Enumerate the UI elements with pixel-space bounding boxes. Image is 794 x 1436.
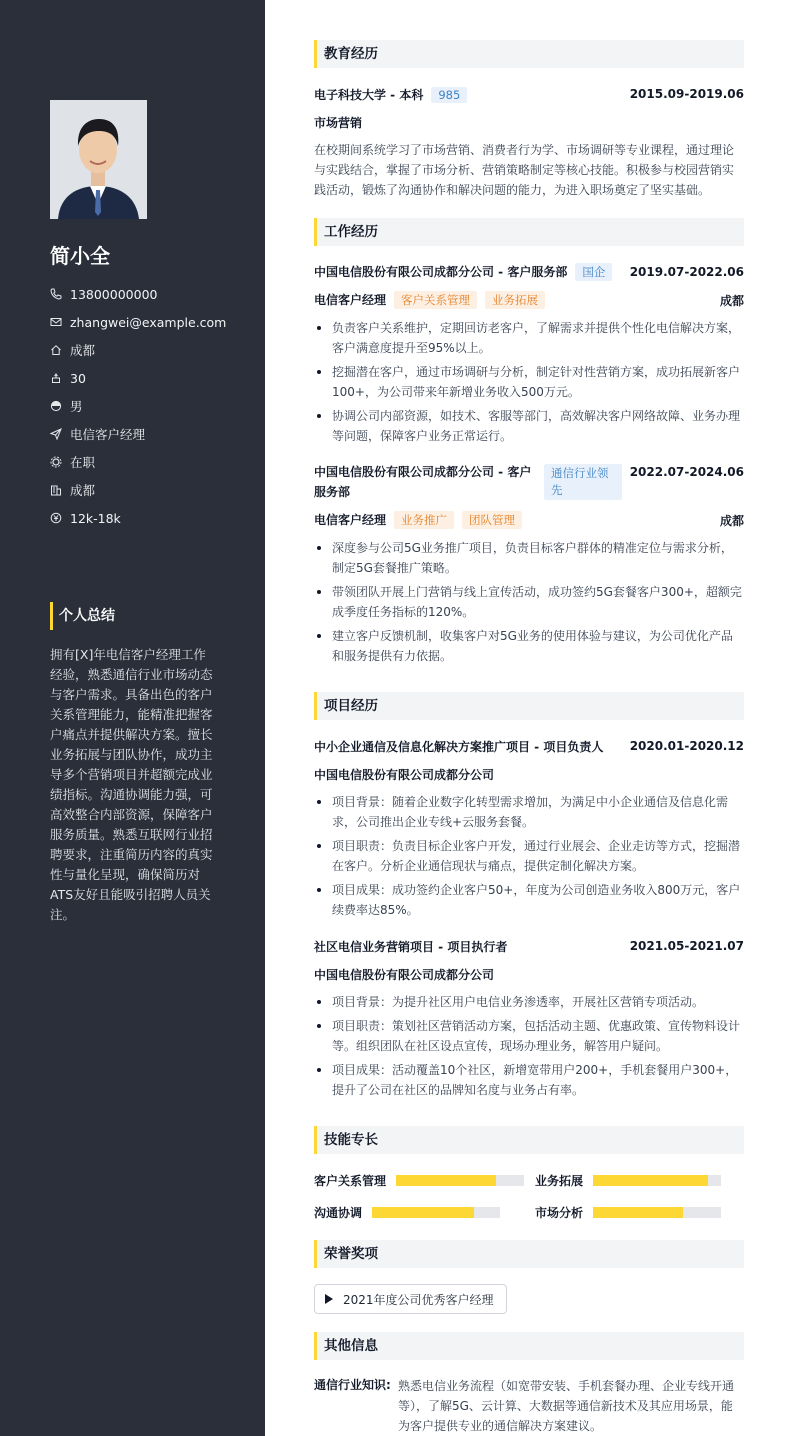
job-2-tag (544, 464, 622, 500)
list-item: 协调公司内部资源，如技术、客服等部门，高效解决客户网络故障、业务办理等问题，保障客户业务正常运行。 (314, 406, 744, 446)
project-2-org: 中国电信股份有限公司成都分公司 (314, 967, 495, 982)
skill-bar-fill (396, 1175, 496, 1186)
info-salary-text: 12k-18k (70, 510, 121, 526)
list-item: 项目职责：策划社区营销活动方案，包括活动主题、优惠政策、宣传物料设计等。组织团队在社区设点宣传，现场办理业务，解答用户疑问。 (314, 1016, 744, 1056)
job-2-company (314, 462, 546, 502)
skill-name: 沟通协调 (314, 1205, 363, 1220)
skill-item (314, 1170, 524, 1190)
job-1-city: 成都 (719, 293, 744, 308)
work-section-title: 工作经历 (314, 218, 744, 246)
info-position-text: 电信客户经理 (70, 427, 146, 442)
project-2-name: 社区电信业务营销项目 - 项目执行者 (314, 939, 508, 954)
job-1-tag: 国企 (575, 263, 612, 281)
job-1-header (314, 262, 744, 282)
project-1-bullets (314, 792, 744, 924)
job-2-role: 电信客户经理 (314, 513, 387, 527)
list-item: 负责客户关系维护，定期回访老客户，了解需求并提供个性化电信解决方案，客户满意度提升至95%以上。 (314, 318, 744, 358)
education-section-title: 教育经历 (314, 40, 744, 68)
project-1-name: 中小企业通信及信息化解决方案推广项目 - 项目负责人 (314, 739, 604, 754)
other-section-title: 其他信息 (314, 1332, 744, 1360)
job-1-date: 2019.07-2022.06 (629, 265, 744, 279)
honors-section-title: 荣誉奖项 (314, 1240, 744, 1268)
skill-item (535, 1170, 721, 1190)
skill-bar-fill (372, 1207, 474, 1218)
job-1-skill-2: 业务拓展 (485, 291, 545, 309)
status-icon (50, 456, 62, 468)
info-gender-text: 男 (70, 399, 83, 414)
project-2-org-row (314, 964, 744, 984)
job-2-bullets (314, 538, 744, 670)
info-gender (50, 392, 250, 420)
info-age (50, 364, 250, 392)
summary-title: 个人总结 (50, 602, 115, 630)
phone-icon (50, 288, 62, 300)
skill-bar-fill (593, 1207, 683, 1218)
job-1-role-row (314, 290, 744, 310)
list-item: 挖掘潜在客户，通过市场调研与分析，制定针对性营销方案，成功拓展新客户100+，为公司带来年新增业务收入500万元。 (314, 362, 744, 402)
list-item: 带领团队开展上门营销与线上宣传活动，成功签约5G套餐客户300+，超额完成季度任务指标的120%。 (314, 582, 744, 622)
mail-icon (50, 316, 62, 328)
education-description: 在校期间系统学习了市场营销、消费者行为学、市场调研等专业课程，通过理论与实践结合，掌握了市场分析、营销策略制定等核心技能。积极参与校园营销实践活动，锻炼了沟通协作和解决问题的能力，为进入职场奠定了坚实基础。 (314, 143, 735, 197)
job-2-city: 成都 (719, 513, 744, 528)
gender-icon (50, 400, 62, 412)
job-2-date: 2022.07-2024.06 (629, 465, 744, 479)
info-email-text: zhangwei@example.com (70, 314, 227, 330)
education-date: 2015.09-2019.06 (629, 87, 744, 101)
building-icon (50, 484, 62, 496)
skill-name: 市场分析 (535, 1205, 584, 1220)
major: 市场营销 (314, 115, 363, 130)
contact-info-list (50, 280, 250, 532)
job-2-tag-line2: 先 (551, 483, 563, 497)
info-status (50, 448, 250, 476)
info-city-text: 成都 (70, 483, 96, 498)
skill-bar (372, 1207, 500, 1218)
project-2-date: 2021.05-2021.07 (629, 939, 744, 953)
list-item: 项目背景：为提升社区用户电信业务渗透率，开展社区营销专项活动。 (314, 992, 744, 1012)
info-salary (50, 504, 250, 532)
age-icon (50, 372, 62, 384)
info-email (50, 308, 250, 336)
send-icon (50, 428, 62, 440)
job-1-role: 电信客户经理 (314, 293, 387, 307)
project-1-org: 中国电信股份有限公司成都分公司 (314, 767, 495, 782)
skills-section-title: 技能专长 (314, 1126, 744, 1154)
job-2-company-line1: 中国电信股份有限公司成都分公司 - 客户 (314, 465, 532, 479)
candidate-name: 简小全 (50, 244, 110, 268)
info-position (50, 420, 250, 448)
play-icon (325, 1294, 333, 1304)
project-2-bullets (314, 992, 744, 1104)
skill-name: 业务拓展 (535, 1173, 584, 1188)
project-1-header (314, 736, 744, 756)
project-2-header (314, 936, 744, 956)
skill-bar (593, 1175, 721, 1186)
school-tag: 985 (431, 87, 467, 103)
list-item: 项目成果：成功签约企业客户50+，年度为公司创造业务收入800万元，客户续费率达85%。 (314, 880, 744, 920)
job-1-skill-1: 客户关系管理 (394, 291, 477, 309)
award-item[interactable] (314, 1284, 507, 1314)
info-phone (50, 280, 250, 308)
job-2-company-line2: 服务部 (314, 485, 351, 499)
other-label: 通信行业知识: (314, 1378, 391, 1392)
list-item: 项目职责：负责目标企业客户开发，通过行业展会、企业走访等方式，挖掘潜在客户。分析企业通信现状与痛点，提供定制化解决方案。 (314, 836, 744, 876)
job-2-tag-line1: 通信行业领 (551, 466, 609, 480)
list-item: 项目成果：活动覆盖10个社区，新增宽带用户200+，手机套餐用户300+，提升了公司在社区的品牌知名度与业务占有率。 (314, 1060, 744, 1100)
skill-bar-fill (593, 1175, 708, 1186)
list-item: 项目背景：随着企业数字化转型需求增加，为满足中小企业通信及信息化需求，公司推出企业专线+云服务套餐。 (314, 792, 744, 832)
job-2-role-row (314, 510, 744, 530)
job-2-skill-2: 团队管理 (462, 511, 522, 529)
skill-item (314, 1202, 500, 1222)
skill-item (535, 1202, 721, 1222)
major-row (314, 112, 744, 132)
school-name: 电子科技大学 - 本科 (314, 87, 424, 102)
skill-bar (593, 1207, 721, 1218)
avatar (50, 100, 147, 219)
other-value: 熟悉电信业务流程（如宽带安装、手机套餐办理、企业专线开通等），了解5G、云计算、大数据等通信新技术及其应用场景，能为客户提供专业的通信解决方案建议。 (398, 1379, 735, 1433)
info-status-text: 在职 (70, 455, 96, 470)
salary-icon (50, 512, 62, 524)
info-location-text: 成都 (70, 343, 96, 358)
list-item: 深度参与公司5G业务推广项目，负责目标客户群体的精准定位与需求分析，制定5G套餐推广策略。 (314, 538, 744, 578)
skill-name: 客户关系管理 (314, 1173, 387, 1188)
home-icon (50, 344, 62, 356)
sidebar (0, 0, 265, 1436)
job-1-bullets (314, 318, 744, 450)
info-city (50, 476, 250, 504)
info-phone-text: 13800000000 (70, 286, 158, 302)
project-1-date: 2020.01-2020.12 (629, 739, 744, 753)
job-1-company: 中国电信股份有限公司成都分公司 - 客户服务部 (314, 265, 568, 279)
job-2-skill-1: 业务推广 (394, 511, 454, 529)
award-label: 2021年度公司优秀客户经理 (343, 1292, 494, 1307)
list-item: 建立客户反馈机制，收集客户对5G业务的使用体验与建议，为公司优化产品和服务提供有力依据。 (314, 626, 744, 666)
skill-bar (396, 1175, 524, 1186)
education-header (314, 84, 744, 104)
info-age-text: 30 (70, 370, 86, 386)
projects-section-title: 项目经历 (314, 692, 744, 720)
info-location (50, 336, 250, 364)
summary-text: 拥有[X]年电信客户经理工作经验，熟悉通信行业市场动态与客户需求。具备出色的客户关系管理能力，能精准把握客户痛点并提供解决方案。擅长业务拓展与团队协作，成功主导多个营销项目并超额完成业绩指标。沟通协调能力强，可高效整合内部资源，保障客户服务质量。熟悉互联网行业招聘要求，注重简历内容的真实性与量化呈现，确保简历对ATS友好且能吸引招聘人员关注。 (50, 647, 213, 922)
project-1-org-row (314, 764, 744, 784)
